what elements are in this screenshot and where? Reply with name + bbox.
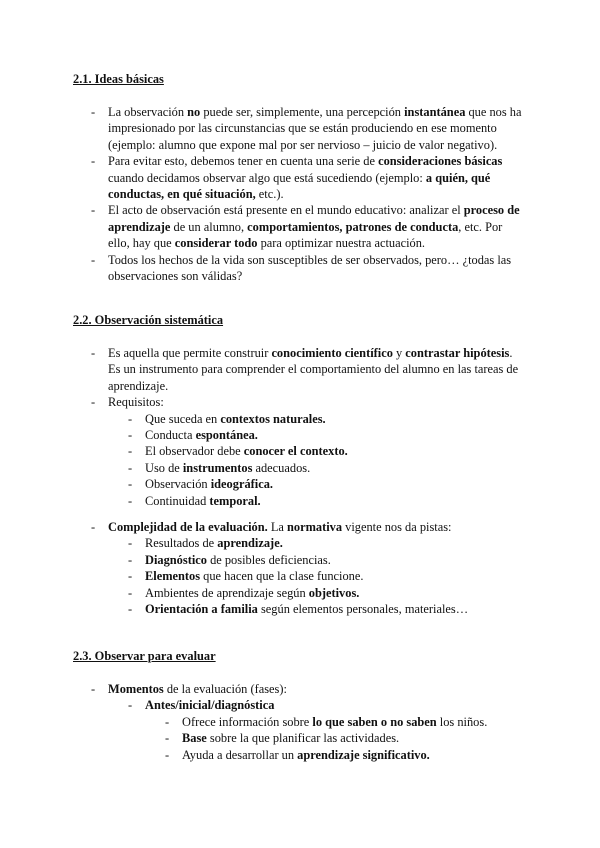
list-item: - Observación ideográfica. [145, 476, 523, 492]
requisitos-list [145, 411, 523, 509]
list-item: - La observación no puede ser, simplemente, una percepción instantánea que nos ha impresionado por las circunstancias que se están produciendo en ese momento (ejemplo: alumno que expone mal por ser nervioso – juicio de valor negativo). [108, 104, 523, 153]
list-item: - Diagnóstico de posibles deficiencias. [145, 552, 523, 568]
list-item: - Requisitos: - Que suceda en contextos naturales. - Conducta espontánea. - El observador debe conocer el contexto. - Uso de instrumentos adecuados. - Observación ideográfica. - Continuidad temporal. [108, 394, 523, 509]
fase-inicial-list [182, 714, 523, 763]
list-item: - Ofrece información sobre lo que saben o no saben los niños. [182, 714, 523, 730]
list-item: - Base sobre la que planificar las actividades. [182, 730, 523, 746]
list-item: - Complejidad de la evaluación. La normativa vigente nos da pistas: - Resultados de aprendizaje. - Diagnóstico de posibles deficiencias. - Elementos que hacen que la clase funcione. - Ambientes de aprendizaje según objetivos. - Orientación a familia según elementos personales, materiales… [108, 519, 523, 617]
list-item: - Para evitar esto, debemos tener en cuenta una serie de consideraciones básicas cuando decidamos observar algo que está sucediendo (ejemplo: a quién, qué conductas, en qué situación, etc.). [108, 153, 523, 202]
section-heading-2-2: 2.2. Observación sistemática [73, 313, 224, 327]
section-heading-2-3: 2.3. Observar para evaluar [73, 649, 216, 663]
list-item: - Momentos de la evaluación (fases): - Antes/inicial/diagnóstica - Ofrece información sobre lo que saben o no saben los niños. - Base sobre la que planificar las actividades. - Ayuda a desarrollar un aprendizaje significativo. [108, 681, 523, 763]
ideas-basicas-list [108, 104, 523, 284]
list-item: - Orientación a familia según elementos personales, materiales… [145, 601, 523, 617]
section-heading-2-1: 2.1. Ideas básicas [73, 72, 164, 86]
list-item: - Conducta espontánea. [145, 427, 523, 443]
list-item: - Es aquella que permite construir conocimiento científico y contrastar hipótesis. Es un instrumento para comprender el comportamiento del alumno en las tareas de aprendizaje. [108, 345, 523, 394]
list-item: - Todos los hechos de la vida son susceptibles de ser observados, pero… ¿todas las observaciones son válidas? [108, 252, 523, 285]
fases-list [145, 697, 523, 763]
list-item: - El observador debe conocer el contexto. [145, 443, 523, 459]
list-item: - Uso de instrumentos adecuados. [145, 460, 523, 476]
list-item: - Que suceda en contextos naturales. [145, 411, 523, 427]
list-item: - Ambientes de aprendizaje según objetivos. [145, 585, 523, 601]
list-item: - Resultados de aprendizaje. [145, 535, 523, 551]
list-item: - Elementos que hacen que la clase funcione. [145, 568, 523, 584]
list-item: - El acto de observación está presente en el mundo educativo: analizar el proceso de aprendizaje de un alumno, comportamientos, patrones de conducta, etc. Por ello, hay que considerar todo para optimizar nuestra actuación. [108, 202, 523, 251]
list-item: - Continuidad temporal. [145, 493, 523, 509]
list-item: - Antes/inicial/diagnóstica - Ofrece información sobre lo que saben o no saben los niños. - Base sobre la que planificar las actividades. - Ayuda a desarrollar un aprendizaje significativo. [145, 697, 523, 763]
observar-evaluar-list [108, 681, 523, 763]
observacion-sistematica-list [108, 345, 523, 509]
list-item: - Ayuda a desarrollar un aprendizaje significativo. [182, 747, 523, 763]
complejidad-list [108, 519, 523, 617]
pistas-list [145, 535, 523, 617]
